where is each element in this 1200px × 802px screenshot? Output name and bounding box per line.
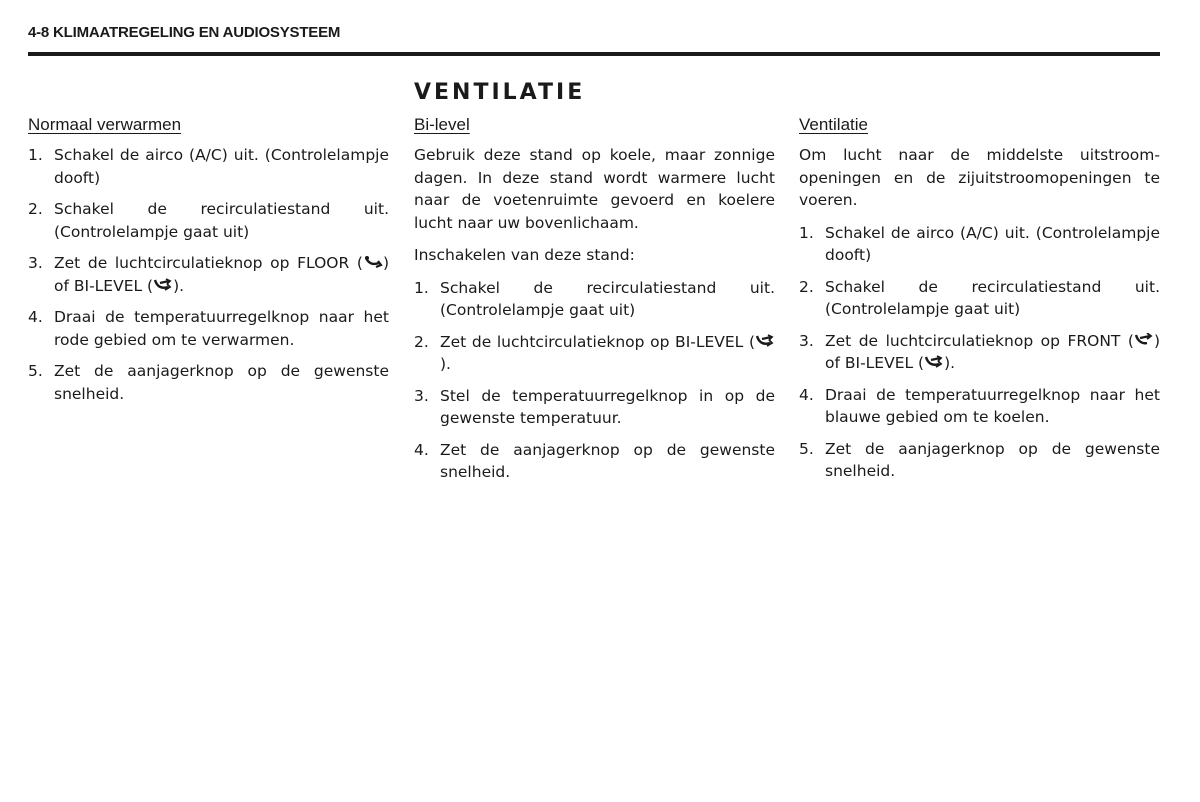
list-item	[799, 276, 1160, 321]
step-number: 4.	[414, 440, 429, 459]
list-item	[414, 277, 775, 322]
step-text: Schakel de airco (A/C) uit. (Controlelampje dooft)	[54, 146, 389, 187]
step-number: 3.	[414, 386, 429, 405]
steps-list	[414, 277, 775, 484]
step-text: Zet de aanjagerknop op de gewenste snelheid.	[54, 362, 389, 403]
step-text: Zet de aanjagerknop op de gewenste snelheid.	[825, 439, 1160, 480]
step-text: ).	[440, 355, 451, 373]
list-item	[799, 438, 1160, 483]
column-normaal-verwarmen	[28, 114, 389, 414]
list-item	[799, 384, 1160, 429]
step-number: 4.	[799, 385, 814, 404]
bi-level-mode-icon	[153, 278, 173, 292]
subheading-normaal-verwarmen: Normaal verwarmen	[28, 115, 182, 134]
list-item	[28, 306, 389, 351]
list-item	[414, 385, 775, 430]
step-number: 5.	[28, 362, 43, 380]
step-text: Zet de luchtcirculatieknop op FRONT (	[825, 331, 1134, 350]
header-rule	[28, 52, 1160, 56]
list-item	[28, 360, 389, 405]
subintro-paragraph: Inschakelen van deze stand:	[414, 246, 635, 264]
step-text: Schakel de airco (A/C) uit. (Controlelampje dooft)	[825, 223, 1160, 264]
section-title: VENTILATIE	[414, 80, 586, 105]
list-item	[799, 222, 1160, 267]
steps-list	[799, 222, 1160, 483]
list-item	[28, 198, 389, 243]
list-item	[28, 252, 389, 297]
step-text: ).	[944, 354, 956, 372]
list-item	[28, 144, 389, 189]
list-item	[414, 439, 775, 484]
subheading-bi-level: Bi-level	[414, 115, 470, 134]
step-text: ) of BI-LEVEL (	[825, 331, 1160, 372]
step-text: Schakel de recirculatiestand uit. (Controlelampje gaat uit)	[54, 200, 389, 241]
floor-mode-icon	[363, 255, 383, 269]
intro-paragraph: Gebruik deze stand op koele, maar zonnige dagen. In deze stand wordt warmere lucht naar de voetenruimte gevoerd en koelere lucht naar uw bovenlichaam.	[414, 146, 775, 232]
step-number: 1.	[799, 223, 814, 242]
bi-level-mode-icon	[924, 355, 944, 369]
column-ventilatie	[799, 114, 1160, 492]
step-text: Draai de temperatuurregelknop naar het blauwe gebied om te koelen.	[825, 385, 1160, 426]
step-number: 1.	[28, 146, 43, 164]
column-bi-level	[414, 114, 775, 493]
step-text: Draai de temperatuurregelknop naar het rode gebied om te verwarmen.	[54, 308, 389, 349]
list-item	[799, 330, 1160, 375]
step-number: 3.	[28, 254, 43, 272]
step-text: Schakel de recirculatiestand uit. (Controlelampje gaat uit)	[825, 277, 1160, 318]
step-number: 2.	[414, 332, 429, 351]
step-text: Zet de luchtcirculatieknop op FLOOR (	[54, 254, 363, 272]
step-number: 1.	[414, 278, 429, 297]
step-number: 5.	[799, 439, 814, 458]
intro-paragraph: Om lucht naar de middelste uitstroom-openingen en de zijuitstroomopeningen te voeren.	[799, 146, 1160, 209]
subheading-ventilatie: Ventilatie	[799, 115, 868, 134]
bi-level-mode-icon	[755, 334, 775, 348]
step-number: 2.	[799, 277, 814, 296]
steps-list	[28, 144, 389, 405]
list-item	[414, 331, 775, 376]
page-header: 4-8 KLIMAATREGELING EN AUDIOSYSTEEM	[28, 24, 341, 41]
step-text: Stel de temperatuurregelknop in op de gewenste temperatuur.	[440, 386, 775, 427]
step-number: 3.	[799, 331, 814, 350]
step-text: Zet de aanjagerknop op de gewenste snelheid.	[440, 440, 775, 481]
step-number: 2.	[28, 200, 43, 218]
step-text: Schakel de recirculatiestand uit. (Controlelampje gaat uit)	[440, 278, 775, 319]
step-text: Zet de luchtcirculatieknop op BI-LEVEL (	[440, 332, 755, 351]
step-text: ) of BI-LEVEL (	[54, 254, 389, 295]
step-text: ).	[173, 276, 185, 295]
front-mode-icon	[1134, 333, 1154, 347]
step-number: 4.	[28, 308, 43, 326]
